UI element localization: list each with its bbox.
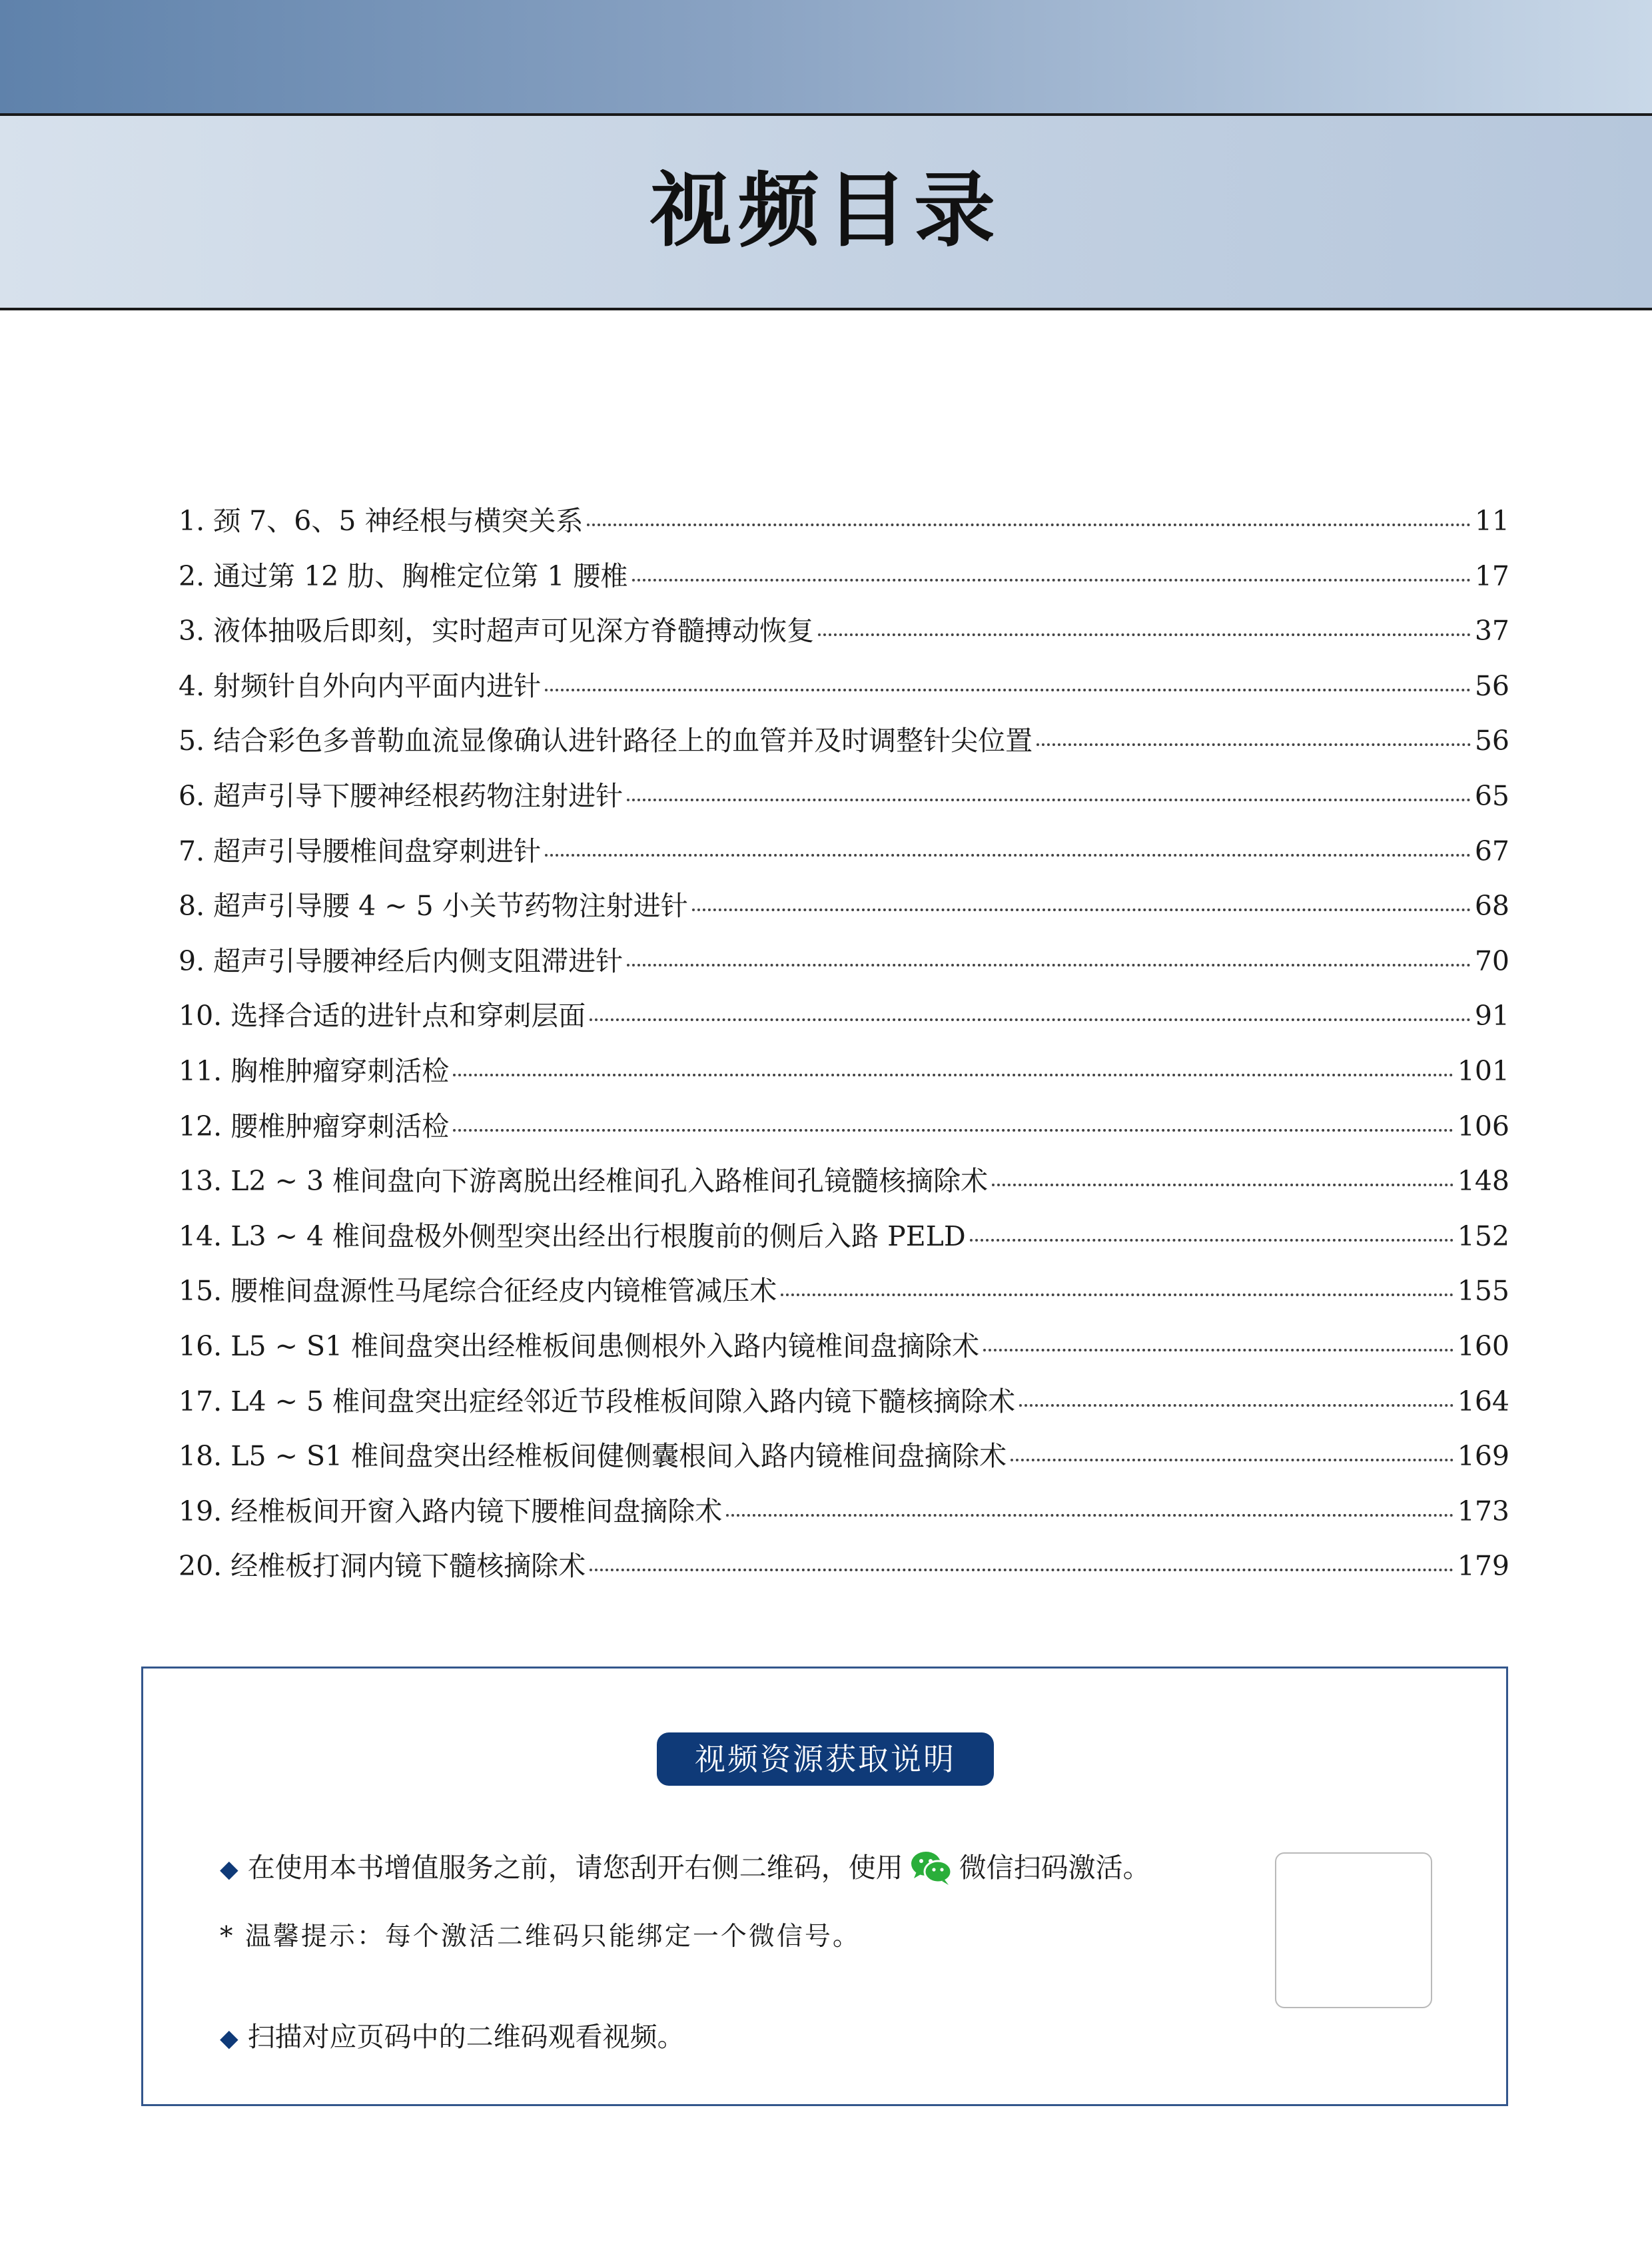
toc-dot-leader: [632, 579, 1471, 581]
wechat-icon: [910, 1849, 953, 1886]
toc-dot-leader: [983, 1349, 1453, 1351]
toc-dot-leader: [970, 1239, 1453, 1242]
toc-entry[interactable]: [179, 556, 1509, 611]
toc-entry[interactable]: [179, 1271, 1509, 1326]
toc-entry-title: 12. 腰椎肿瘤穿刺活检: [179, 1110, 450, 1142]
header-band: [0, 0, 1652, 113]
toc-entry[interactable]: [179, 996, 1509, 1051]
toc-dot-leader: [1036, 743, 1471, 746]
toc-entry-title: 16. L5 ~ S1 椎间盘突出经椎板间患侧根外入路内镜椎间盘摘除术: [179, 1329, 980, 1362]
toc-entry-page: 160: [1457, 1329, 1509, 1362]
toc-entry-page: 65: [1474, 779, 1509, 812]
toc-entry-title: 9. 超声引导腰神经后内侧支阻滞进针: [179, 944, 623, 977]
toc-dot-leader: [545, 854, 1471, 857]
toc-entry[interactable]: [179, 1051, 1509, 1106]
toc-dot-leader: [781, 1294, 1453, 1296]
toc-dot-leader: [590, 1018, 1471, 1021]
toc-entry-page: 91: [1474, 1000, 1509, 1032]
toc-entry-title: 15. 腰椎间盘源性马尾综合征经皮内镜椎管减压术: [179, 1275, 777, 1308]
table-of-contents: [179, 501, 1509, 1601]
toc-entry-page: 152: [1457, 1220, 1509, 1252]
toc-entry-page: 173: [1457, 1495, 1509, 1527]
diamond-icon: ◆: [220, 2025, 238, 2052]
toc-entry-page: 11: [1474, 505, 1509, 537]
toc-entry-page: 56: [1474, 669, 1509, 702]
toc-entry-title: 11. 胸椎肿瘤穿刺活检: [179, 1054, 450, 1087]
toc-entry-page: 68: [1474, 890, 1509, 923]
toc-dot-leader: [1011, 1459, 1453, 1461]
toc-entry[interactable]: [179, 1546, 1509, 1601]
toc-entry[interactable]: [179, 1436, 1509, 1491]
note-heading: 视频资源获取说明: [657, 1732, 994, 1786]
note-line-activation: [220, 1848, 1150, 1890]
toc-entry[interactable]: [179, 1106, 1509, 1162]
toc-dot-leader: [453, 1074, 1453, 1076]
toc-entry[interactable]: [179, 1161, 1509, 1216]
toc-entry-title: 17. L4 ~ 5 椎间盘突出症经邻近节段椎板间隙入路内镜下髓核摘除术: [179, 1385, 1016, 1417]
toc-dot-leader: [692, 909, 1471, 911]
note-text-before: 在使用本书增值服务之前，请您刮开右侧二维码，使用: [247, 1852, 903, 1884]
toc-entry-page: 17: [1474, 560, 1509, 592]
note-tip: * 温馨提示：每个激活二维码只能绑定一个微信号。: [220, 1922, 861, 1952]
toc-entry[interactable]: [179, 611, 1509, 666]
toc-entry-title: 7. 超声引导腰椎间盘穿刺进针: [179, 835, 542, 867]
toc-entry-title: 6. 超声引导下腰神经根药物注射进针: [179, 779, 623, 812]
toc-entry-page: 155: [1457, 1275, 1509, 1308]
toc-entry[interactable]: [179, 831, 1509, 887]
note-line-scan: [220, 2017, 685, 2059]
toc-entry[interactable]: [179, 501, 1509, 556]
toc-entry[interactable]: [179, 776, 1509, 831]
toc-entry-page: 164: [1457, 1385, 1509, 1417]
toc-dot-leader: [992, 1184, 1453, 1186]
toc-entry-title: 20. 经椎板打洞内镜下髓核摘除术: [179, 1550, 586, 1583]
toc-entry-title: 19. 经椎板间开窗入路内镜下腰椎间盘摘除术: [179, 1495, 723, 1527]
toc-dot-leader: [453, 1129, 1453, 1132]
toc-entry[interactable]: [179, 1491, 1509, 1547]
toc-entry[interactable]: [179, 1216, 1509, 1272]
qr-code-scratch-area[interactable]: [1275, 1852, 1432, 2008]
toc-entry-page: 37: [1474, 615, 1509, 647]
toc-entry-title: 2. 通过第 12 肋、胸椎定位第 1 腰椎: [179, 560, 628, 592]
toc-entry[interactable]: [179, 721, 1509, 776]
toc-dot-leader: [590, 1569, 1453, 1571]
toc-entry-title: 3. 液体抽吸后即刻，实时超声可见深方脊髓搏动恢复: [179, 615, 815, 647]
toc-entry-page: 169: [1457, 1440, 1509, 1473]
toc-entry[interactable]: [179, 1381, 1509, 1437]
note-text-after: 微信扫码激活。: [959, 1852, 1150, 1884]
toc-entry-page: 67: [1474, 835, 1509, 867]
toc-entry-page: 56: [1474, 725, 1509, 757]
toc-entry-page: 106: [1457, 1110, 1509, 1142]
toc-entry-title: 4. 射频针自外向内平面内进针: [179, 669, 542, 702]
toc-dot-leader: [818, 633, 1471, 636]
toc-entry-page: 179: [1457, 1550, 1509, 1583]
toc-entry-title: 18. L5 ~ S1 椎间盘突出经椎板间健侧囊根间入路内镜椎间盘摘除术: [179, 1440, 1007, 1473]
toc-entry[interactable]: [179, 1326, 1509, 1381]
toc-entry[interactable]: [179, 941, 1509, 996]
toc-dot-leader: [627, 964, 1471, 966]
toc-entry-title: 10. 选择合适的进针点和穿刺层面: [179, 1000, 586, 1032]
toc-dot-leader: [627, 799, 1471, 801]
toc-entry-title: 1. 颈 7、6、5 神经根与横突关系: [179, 505, 584, 537]
toc-entry-page: 70: [1474, 944, 1509, 977]
toc-dot-leader: [587, 524, 1470, 526]
toc-entry-title: 14. L3 ~ 4 椎间盘极外侧型突出经出行根腹前的侧后入路 PELD: [179, 1220, 966, 1252]
title-divider: [0, 308, 1652, 310]
toc-dot-leader: [545, 689, 1471, 691]
toc-entry[interactable]: [179, 886, 1509, 941]
toc-entry-title: 13. L2 ~ 3 椎间盘向下游离脱出经椎间孔入路椎间孔镜髓核摘除术: [179, 1165, 989, 1198]
toc-entry-page: 101: [1457, 1054, 1509, 1087]
diamond-icon: ◆: [220, 1856, 238, 1883]
toc-entry-page: 148: [1457, 1165, 1509, 1198]
toc-entry-title: 8. 超声引导腰 4 ~ 5 小关节药物注射进针: [179, 890, 688, 923]
note-text-scan: 扫描对应页码中的二维码观看视频。: [247, 2021, 685, 2053]
page-title: 视频目录: [650, 162, 1002, 258]
toc-dot-leader: [726, 1514, 1453, 1517]
toc-entry-title: 5. 结合彩色多普勒血流显像确认进针路径上的血管并及时调整针尖位置: [179, 725, 1033, 757]
toc-dot-leader: [1019, 1404, 1453, 1407]
toc-entry[interactable]: [179, 666, 1509, 721]
